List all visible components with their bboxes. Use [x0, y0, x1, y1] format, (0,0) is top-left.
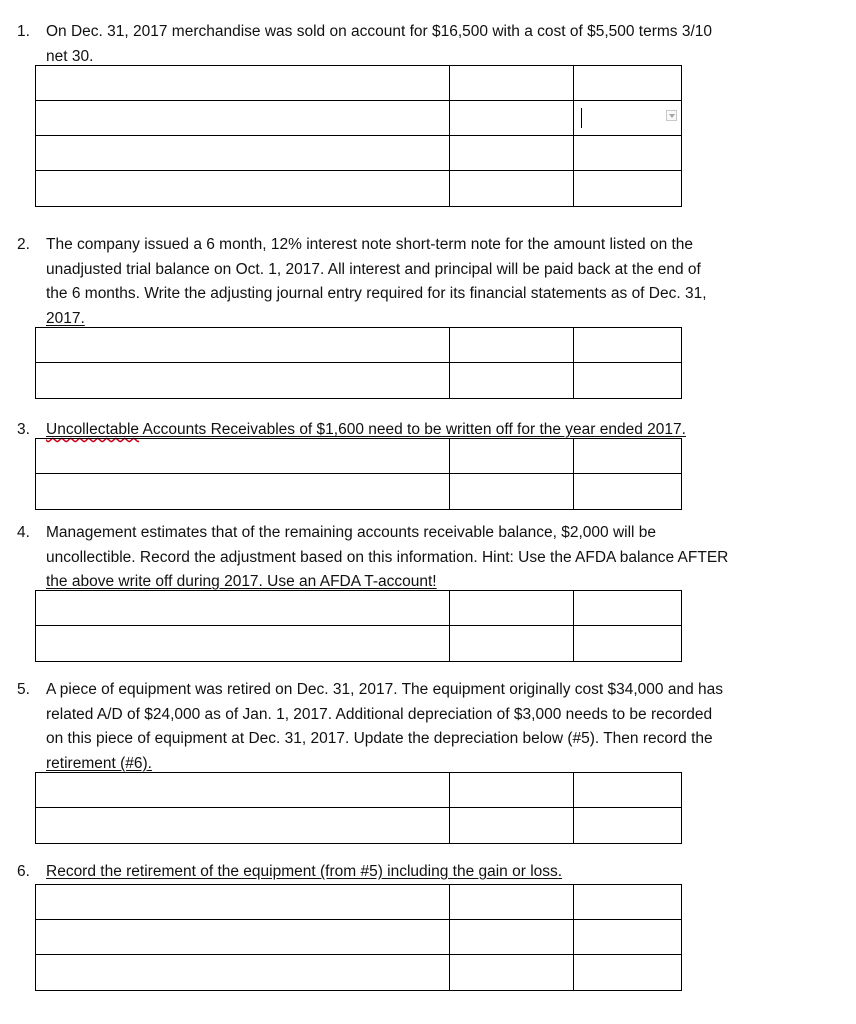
- table-row: [36, 773, 681, 808]
- debit-cell[interactable]: [450, 591, 574, 625]
- credit-cell[interactable]: [574, 885, 681, 919]
- question-text-line: retirement (#6).: [46, 754, 152, 772]
- misspelled-word: Uncollectable: [46, 421, 140, 438]
- question-text-line: net 30.: [46, 47, 94, 65]
- question-text-line: On Dec. 31, 2017 merchandise was sold on account for $16,500 with a cost of $5,500 terms 3/10: [46, 23, 713, 40]
- credit-cell[interactable]: [574, 66, 681, 100]
- journal-entry-table-4: [35, 590, 682, 662]
- table-row: [36, 363, 681, 398]
- table-row: [36, 920, 681, 955]
- question-5: [17, 678, 837, 776]
- debit-cell[interactable]: [450, 101, 574, 135]
- debit-cell[interactable]: [450, 439, 574, 473]
- debit-cell[interactable]: [450, 136, 574, 170]
- question-text-line: Record the retirement of the equipment (from #5) including the gain or loss.: [46, 863, 563, 880]
- account-cell[interactable]: [36, 171, 450, 206]
- question-text-line: related A/D of $24,000 as of Jan. 1, 2017. Additional depreciation of $3,000 needs to be recorded: [46, 705, 713, 723]
- question-1: [17, 20, 837, 69]
- credit-cell[interactable]: [574, 171, 681, 206]
- credit-cell[interactable]: [574, 626, 681, 661]
- question-number: 5.: [17, 681, 30, 698]
- debit-cell[interactable]: [450, 955, 574, 990]
- debit-cell[interactable]: [450, 363, 574, 398]
- question-number: 2.: [17, 236, 30, 253]
- question-number: 6.: [17, 863, 30, 880]
- account-cell[interactable]: [36, 773, 450, 807]
- question-6: [17, 860, 837, 885]
- debit-cell[interactable]: [450, 885, 574, 919]
- account-cell[interactable]: [36, 101, 450, 135]
- debit-cell[interactable]: [450, 808, 574, 843]
- journal-entry-table-2: [35, 327, 682, 399]
- table-row: [36, 955, 681, 990]
- credit-cell[interactable]: [574, 808, 681, 843]
- debit-cell[interactable]: [450, 474, 574, 509]
- question-text-line: 2017.: [46, 309, 85, 327]
- account-cell[interactable]: [36, 439, 450, 473]
- credit-cell[interactable]: [574, 439, 681, 473]
- table-row: [36, 439, 681, 474]
- credit-cell[interactable]: [574, 955, 681, 990]
- debit-cell[interactable]: [450, 920, 574, 954]
- debit-cell[interactable]: [450, 626, 574, 661]
- debit-cell[interactable]: [450, 328, 574, 362]
- question-number: 4.: [17, 524, 30, 541]
- question-text-line: the above write off during 2017. Use an AFDA T-account!: [46, 573, 437, 590]
- question-text-line: the 6 months. Write the adjusting journal entry required for its financial statements as of Dec. 31,: [46, 285, 707, 302]
- account-cell[interactable]: [36, 808, 450, 843]
- question-number: 3.: [17, 421, 30, 438]
- question-text-line: on this piece of equipment at Dec. 31, 2017. Update the depreciation below (#5). Then record the: [46, 730, 713, 747]
- question-number: 1.: [17, 23, 30, 40]
- account-cell[interactable]: [36, 328, 450, 362]
- question-2: [17, 233, 837, 331]
- question-text-line: Management estimates that of the remaining accounts receivable balance, $2,000 will be: [46, 524, 657, 541]
- question-text-line: Accounts Receivables of $1,600 need to be written off for the year ended 2017.: [142, 421, 686, 438]
- question-text-line: uncollectible. Record the adjustment based on this information. Hint: Use the AFDA balance AFTER: [46, 548, 729, 566]
- question-text-line: A piece of equipment was retired on Dec. 31, 2017. The equipment originally cost $34,000 and has: [46, 681, 723, 698]
- table-row: [36, 328, 681, 363]
- table-row: [36, 101, 681, 136]
- account-cell[interactable]: [36, 885, 450, 919]
- credit-cell[interactable]: [574, 101, 681, 135]
- account-cell[interactable]: [36, 955, 450, 990]
- credit-cell[interactable]: [574, 363, 681, 398]
- debit-cell[interactable]: [450, 773, 574, 807]
- credit-cell[interactable]: [574, 474, 681, 509]
- journal-entry-table-1: [35, 65, 682, 207]
- table-row: [36, 474, 681, 509]
- table-row: [36, 66, 681, 101]
- credit-cell[interactable]: [574, 920, 681, 954]
- table-row: [36, 171, 681, 206]
- table-row: [36, 808, 681, 843]
- account-cell[interactable]: [36, 363, 450, 398]
- journal-entry-table-5: [35, 772, 682, 844]
- text-cursor: [581, 108, 582, 128]
- table-row: [36, 885, 681, 920]
- dropdown-arrow-icon[interactable]: [666, 110, 677, 121]
- credit-cell[interactable]: [574, 136, 681, 170]
- account-cell[interactable]: [36, 920, 450, 954]
- table-row: [36, 591, 681, 626]
- credit-cell[interactable]: [574, 328, 681, 362]
- credit-cell[interactable]: [574, 773, 681, 807]
- account-cell[interactable]: [36, 474, 450, 509]
- question-text-line: unadjusted trial balance on Oct. 1, 2017. All interest and principal will be paid back at the end of: [46, 260, 701, 278]
- table-row: [36, 626, 681, 661]
- journal-entry-table-6: [35, 884, 682, 991]
- question-text-line: The company issued a 6 month, 12% interest note short-term note for the amount listed on the: [46, 236, 694, 253]
- account-cell[interactable]: [36, 626, 450, 661]
- account-cell[interactable]: [36, 66, 450, 100]
- question-4: [17, 521, 837, 595]
- table-row: [36, 136, 681, 171]
- account-cell[interactable]: [36, 591, 450, 625]
- account-cell[interactable]: [36, 136, 450, 170]
- journal-entry-table-3: [35, 438, 682, 510]
- debit-cell[interactable]: [450, 66, 574, 100]
- debit-cell[interactable]: [450, 171, 574, 206]
- credit-cell[interactable]: [574, 591, 681, 625]
